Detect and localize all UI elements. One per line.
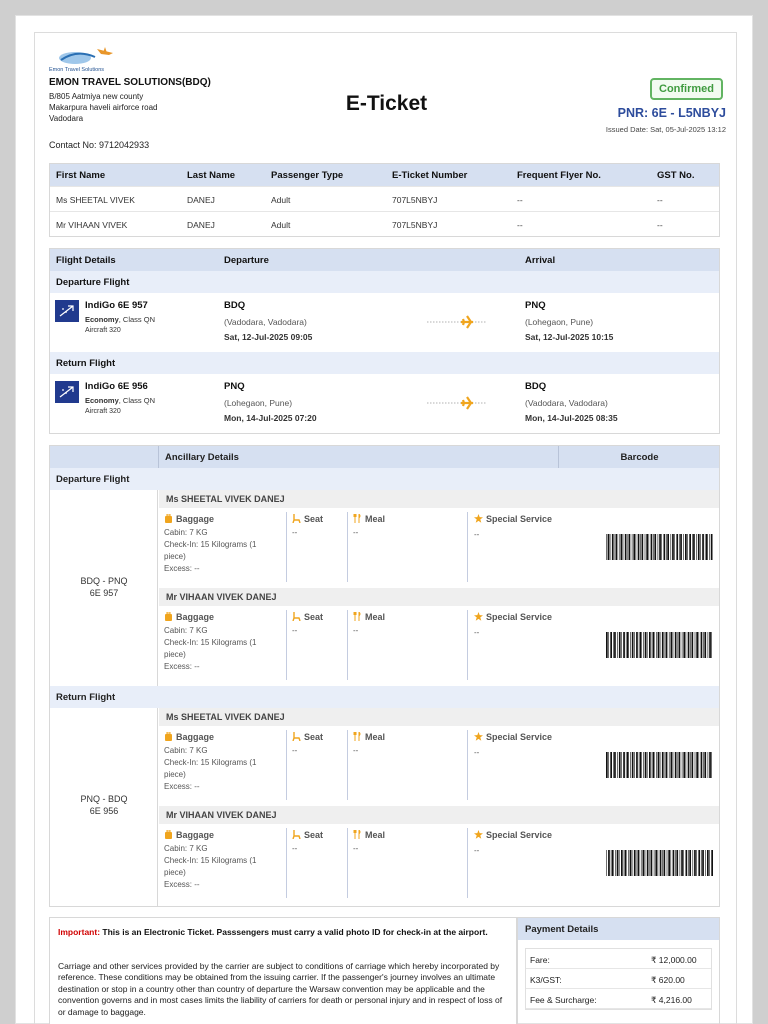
return-flight-row	[50, 374, 719, 433]
special-service-info: Special Service --	[474, 732, 553, 757]
departure-time: Mon, 14-Jul-2025 07:20	[224, 413, 317, 423]
departure-time: Sat, 12-Jul-2025 09:05	[224, 332, 313, 342]
baggage-info: Baggage Cabin: 7 KG Check-In: 15 Kilograms (1 piece) Excess: --	[164, 514, 257, 573]
special-service-info: Special Service --	[474, 612, 553, 637]
arrival-code: PNQ	[525, 300, 546, 311]
seat-icon	[292, 732, 304, 742]
issued-date: Issued Date: Sat, 05-Jul-2025 13:12	[605, 125, 726, 134]
departure-city: (Lohegaon, Pune)	[224, 398, 293, 408]
baggage-icon	[164, 732, 176, 742]
meal-icon	[353, 514, 365, 524]
star-icon	[474, 612, 486, 622]
flight-name: IndiGo 6E 956	[85, 381, 148, 392]
aircraft-type: Aircraft 320	[85, 327, 121, 334]
arrival-city: (Vadodara, Vadodara)	[525, 398, 608, 408]
flight-details-table	[49, 248, 720, 434]
return-flight-label: Return Flight	[50, 352, 719, 374]
table-row: Ms SHEETAL VIVEK DANEJ Adult 707L5NBYJ -- --	[50, 186, 719, 211]
flight-table-header: Flight Details Departure Arrival	[50, 249, 719, 271]
ancillary-departure-label: Departure Flight	[50, 468, 719, 490]
aircraft-type: Aircraft 320	[85, 408, 121, 415]
barcode-image	[606, 632, 714, 658]
payment-details	[517, 917, 720, 1024]
meal-icon	[353, 612, 365, 622]
barcode-image	[606, 752, 714, 778]
company-logo	[47, 45, 119, 73]
payment-header: Payment Details	[518, 918, 719, 940]
ticket-frame	[34, 32, 737, 1024]
barcode-image	[606, 850, 714, 876]
ancillary-header: Ancillary Details Barcode	[50, 446, 719, 468]
return-route-cell: PNQ - BDQ 6E 956	[50, 708, 158, 906]
seat-icon	[292, 612, 304, 622]
payment-row-fee: Fee & Surcharge: ₹ 4,216.00	[526, 989, 711, 1009]
baggage-icon	[164, 612, 176, 622]
arrival-city: (Lohegaon, Pune)	[525, 317, 594, 327]
ticket-page	[15, 15, 753, 1024]
seat-icon	[292, 830, 304, 840]
passenger-table	[49, 163, 720, 237]
special-service-info: Special Service --	[474, 514, 553, 539]
ancillary-table	[49, 445, 720, 907]
arrival-time: Mon, 14-Jul-2025 08:35	[525, 413, 618, 423]
status-badge: Confirmed	[650, 78, 723, 100]
page-title: E-Ticket	[345, 92, 428, 115]
departure-flight-label: Departure Flight	[50, 271, 719, 293]
baggage-info: Baggage Cabin: 7 KG Check-In: 15 Kilograms (1 piece) Excess: --	[164, 612, 257, 671]
terms-text: Carriage and other services provided by the carrier are subject to conditions of carriage which hereby incorporated by reference. These conditions may be obtained from the issuing carrier. If the passenger's journey involves an ultimate destination or stop in a country other than country of departure the Warsaw convention may be applicable and the convention governs and in most cases limits the liability of carriers for death or personal injury and in respect of loss of or damage to baggage.	[58, 961, 503, 1017]
departure-code: BDQ	[224, 300, 246, 311]
barcode-image	[606, 534, 714, 560]
seat-info: Seat --	[292, 514, 324, 537]
seat-info: Seat --	[292, 612, 324, 635]
flight-class: Economy, Class QN	[85, 315, 156, 324]
payment-row-fare: Fare: ₹ 12,000.00	[526, 949, 711, 969]
plane-route-icon	[427, 395, 487, 411]
departure-code: PNQ	[224, 381, 245, 392]
company-name: EMON TRAVEL SOLUTIONS(BDQ)	[49, 77, 211, 88]
flight-name: IndiGo 6E 957	[85, 300, 148, 311]
contact-number: Contact No: 9712042933	[49, 140, 150, 150]
table-row: Mr VIHAAN VIVEK DANEJ Adult 707L5NBYJ -- --	[50, 211, 719, 236]
star-icon	[474, 514, 486, 524]
svg-text:Emon Travel Solutions: Emon Travel Solutions	[49, 67, 105, 73]
company-address: B/805 Aatmiya new county Makarpura haveli airforce road Vadodara	[49, 92, 158, 123]
baggage-info: Baggage Cabin: 7 KG Check-In: 15 Kilograms (1 piece) Excess: --	[164, 830, 257, 889]
star-icon	[474, 830, 486, 840]
meal-info: Meal --	[353, 830, 386, 853]
baggage-icon	[164, 514, 176, 524]
indigo-logo-icon	[55, 300, 79, 322]
meal-icon	[353, 830, 365, 840]
pnr-number: PNR: 6E - L5NBYJ	[617, 106, 726, 120]
plane-route-icon	[427, 314, 487, 330]
seat-info: Seat --	[292, 732, 324, 755]
payment-row-gst: K3/GST: ₹ 620.00	[526, 969, 711, 989]
ancillary-passenger-name: Ms SHEETAL VIVEK DANEJ	[159, 490, 719, 508]
baggage-icon	[164, 830, 176, 840]
important-line: Important: This is an Electronic Ticket. Passsengers must carry a valid photo ID for check-in at the airport.	[58, 927, 488, 937]
ancillary-passenger-name: Mr VIHAAN VIVEK DANEJ	[159, 806, 719, 824]
star-icon	[474, 732, 486, 742]
baggage-info: Baggage Cabin: 7 KG Check-In: 15 Kilograms (1 piece) Excess: --	[164, 732, 257, 791]
passenger-table-header: First Name Last Name Passenger Type E-Ticket Number Frequent Flyer No. GST No.	[50, 164, 719, 186]
ancillary-return-label: Return Flight	[50, 686, 719, 708]
departure-city: (Vadodara, Vadodara)	[224, 317, 307, 327]
arrival-code: BDQ	[525, 381, 547, 392]
flight-class: Economy, Class QN	[85, 396, 156, 405]
arrival-time: Sat, 12-Jul-2025 10:15	[525, 332, 614, 342]
ancillary-passenger-name: Ms SHEETAL VIVEK DANEJ	[159, 708, 719, 726]
indigo-logo-icon	[55, 381, 79, 403]
ancillary-passenger-name: Mr VIHAAN VIVEK DANEJ	[159, 588, 719, 606]
meal-icon	[353, 732, 365, 742]
meal-info: Meal --	[353, 514, 386, 537]
meal-info: Meal --	[353, 732, 386, 755]
departure-route-cell: BDQ - PNQ 6E 957	[50, 490, 158, 686]
seat-icon	[292, 514, 304, 524]
seat-info: Seat --	[292, 830, 324, 853]
departure-flight-row	[50, 293, 719, 352]
important-notice	[49, 917, 517, 1024]
payment-table	[525, 948, 712, 1010]
special-service-info: Special Service --	[474, 830, 553, 855]
meal-info: Meal --	[353, 612, 386, 635]
